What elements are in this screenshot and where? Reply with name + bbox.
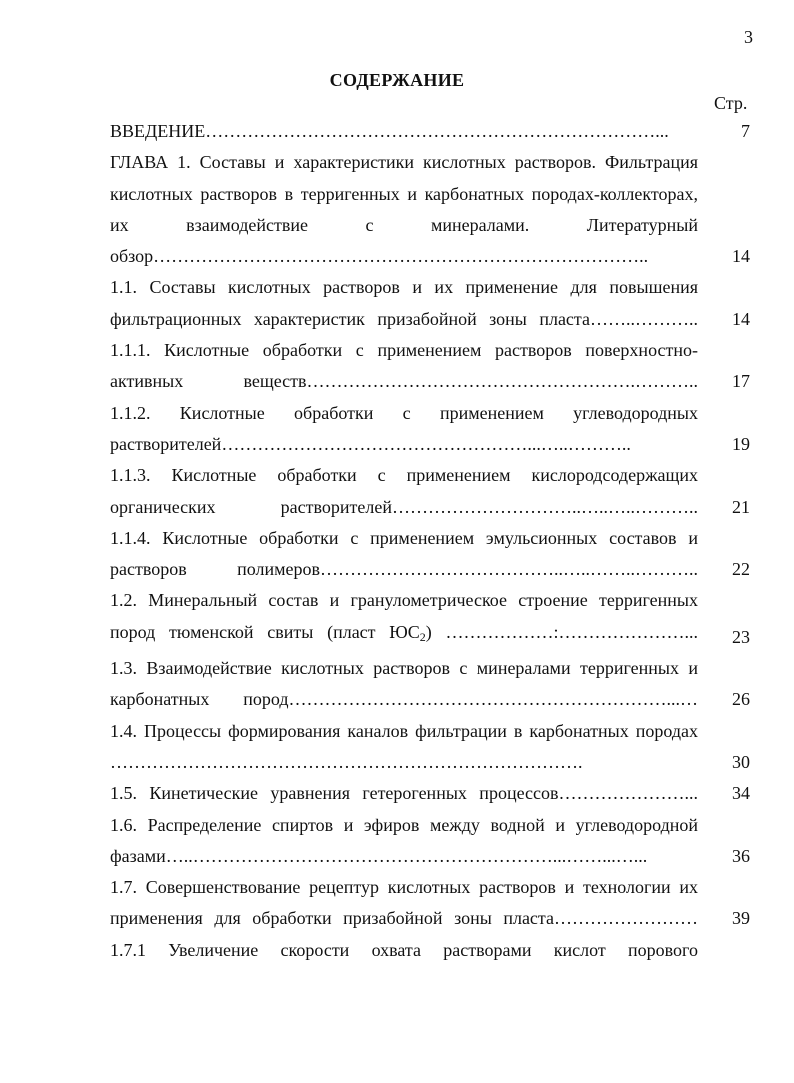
toc-entry-1-3 <box>110 653 750 716</box>
toc-entry-text: 1.7. Совершенствование рецептур кислотных растворов и технологии их применения для обработки призабойной зоны пласта…………………… <box>110 877 698 929</box>
toc-entry-text: 1.1.2. Кислотные обработки с применением углеводородных растворителей……………………………………………...…..……….. <box>110 402 698 454</box>
toc-entry-1-5 <box>110 778 750 809</box>
toc-entry-page: 36 <box>732 845 750 866</box>
toc-entry-text: 1.1.4. Кислотные обработки с применением эмульсионных составов и растворов полимеров…………………………………..…..……..……….. <box>110 527 698 580</box>
toc-entry-page: 14 <box>732 308 750 329</box>
toc-entry-1-1 <box>110 272 750 335</box>
toc-entry-text: ГЛАВА 1. Составы и характеристики кислотных растворов. Фильтрация кислотных растворов в терригенных и карбонатных породах-коллекторах, их взаимодействие с минералами. Литературный обзор……………………………………………………………………….. <box>110 152 698 267</box>
toc-entry-page: 26 <box>732 689 750 710</box>
toc-entry-1-1-2 <box>110 398 750 461</box>
toc-entry-page: 14 <box>732 246 750 267</box>
subscript: 2 <box>419 629 426 644</box>
toc-entry-text-main: 1.2. Минеральный состав и гранулометрическое строение терригенных пород тюменской свиты (пласт ЮС <box>110 590 698 642</box>
toc-entry-1-1-3 <box>110 460 750 523</box>
toc-entry-text-tail: ) ………………:…………………... <box>425 621 699 642</box>
toc-entry-text: 1.1.1. Кислотные обработки с применением растворов поверхностно-активных веществ……………………………………………….……….. <box>110 340 698 392</box>
toc-entry-text: 1.1. Составы кислотных растворов и их применение для повышения фильтрационных характеристик призабойной зоны пласта……..……….. <box>110 277 698 329</box>
toc-entry-1-1-4 <box>110 523 750 586</box>
toc-entry-text: ВВЕДЕНИЕ…………………………………………………………………... <box>110 121 669 141</box>
toc-entry-page: 30 <box>732 751 750 772</box>
toc-entry-chapter-1 <box>110 147 750 272</box>
toc-entry-1-2 <box>110 585 750 653</box>
toc-entry-text <box>110 585 698 653</box>
toc-entry-page: 19 <box>732 433 750 454</box>
toc-entry-1-6 <box>110 810 750 873</box>
toc-entry-page: 22 <box>732 559 750 580</box>
toc-entry-page: 39 <box>732 908 750 929</box>
toc-entry-introduction <box>110 116 750 147</box>
toc-entry-text: 1.6. Распределение спиртов и эфиров между водной и углеводородной фазами…..……………………………………………………...……...…... <box>110 814 698 866</box>
toc-entry-page: 17 <box>732 371 750 392</box>
toc-entry-text: 1.1.3. Кислотные обработки с применением кислородсодержащих органических растворителей…………………………..…..…..……….. <box>110 465 698 517</box>
page-title: СОДЕРЖАНИЕ <box>329 70 465 90</box>
toc-entry-page: 7 <box>741 121 750 141</box>
toc-entry-page: 21 <box>732 496 750 517</box>
toc-entry-1-7 <box>110 872 750 935</box>
toc-entry-page: 23 <box>732 626 750 647</box>
page-column-header: Стр. <box>714 93 748 113</box>
toc-entry-1-1-1 <box>110 335 750 398</box>
toc-entry-text: 1.4. Процессы формирования каналов фильтрации в карбонатных породах ……………………………………………………………………. <box>110 720 698 772</box>
page-number: 3 <box>744 27 753 47</box>
toc-entry-text: 1.5. Кинетические уравнения гетерогенных процессов…………………... <box>110 783 698 804</box>
table-of-contents <box>110 116 750 966</box>
toc-entry-text: 1.3. Взаимодействие кислотных растворов с минералами терригенных и карбонатных пород………………………………………………………...… <box>110 658 698 710</box>
toc-entry-1-4 <box>110 716 750 779</box>
toc-entry-1-7-1 <box>110 935 750 966</box>
toc-entry-text: 1.7.1 Увеличение скорости охвата растворами кислот порового <box>110 939 698 960</box>
toc-entry-page: 34 <box>732 783 750 804</box>
